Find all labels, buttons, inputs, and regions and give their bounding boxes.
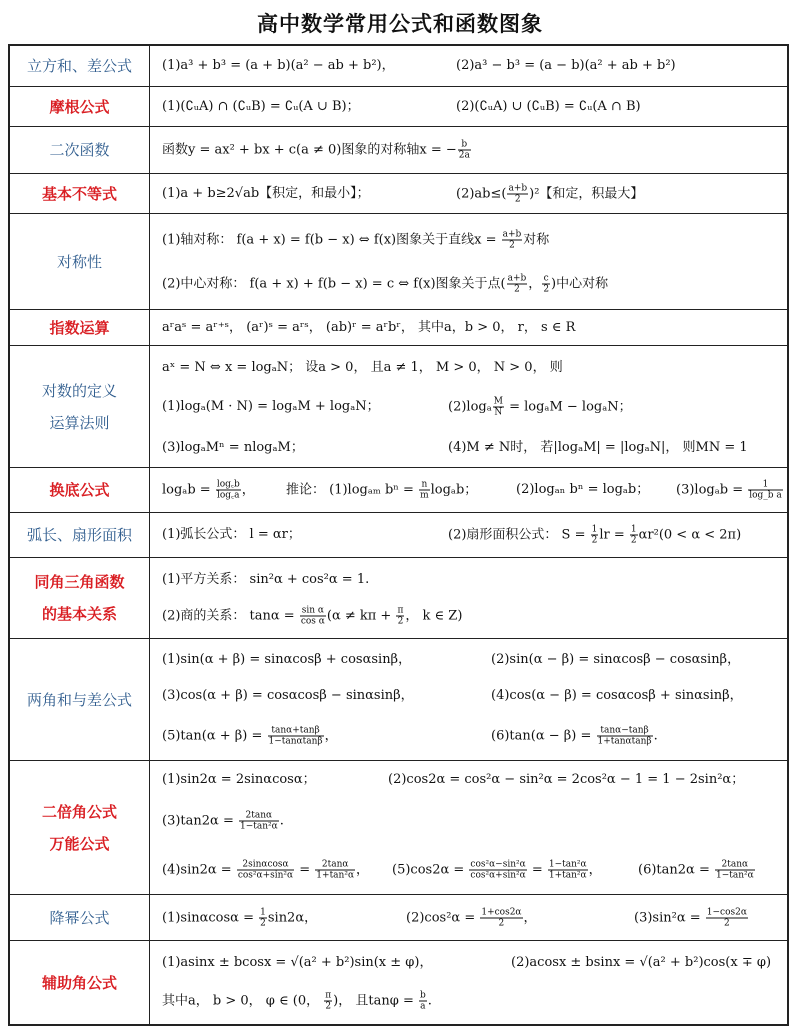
- formula-table: [8, 44, 789, 1026]
- table-row: [10, 126, 787, 173]
- row-label: 二倍角公式 万能公式: [10, 761, 150, 894]
- formula-line: (1)(∁ᵤA) ∩ (∁ᵤB) = ∁ᵤ(A ∪ B)；: [162, 98, 360, 114]
- page-title: 高中数学常用公式和函数图象: [257, 12, 543, 36]
- formula-line: (4)sin2α = $\frac{2\sin\alpha\cos\alpha}{\text{cos²α+sin²α}}$ = $\frac{2\tan\alpha}{\text{1+tan²α}}$ ，: [162, 859, 370, 881]
- formula-line: (2)sin(α − β) = sinαcosβ − cosαsinβ，: [491, 651, 741, 667]
- formula-line: (2)ab≤( $\frac{a+b}{2}$ )²【和定，积最大】: [456, 183, 644, 204]
- table-row: [10, 345, 787, 467]
- formula-line: (2)logₐ $\frac{M}{N}$ = logₐM − logₐN；: [448, 396, 632, 417]
- formula-line: (6)tan(α − β) = $\frac{\tan\alpha-\tan\beta}{1+\tan\alpha\tan\beta}$ .: [491, 725, 658, 747]
- table-row: [10, 638, 787, 760]
- formula-line: 推论： (1)logₐₘ bⁿ = $\frac{n}{m}$ logₐb；: [286, 479, 478, 501]
- table-row: [10, 309, 787, 345]
- table-row: [10, 894, 787, 940]
- formula-line: (1)sin2α = 2sinαcosα；: [162, 771, 316, 787]
- formula-line: (3)logₐMⁿ = nlogₐM；: [162, 439, 304, 455]
- table-row: [10, 760, 787, 894]
- formula-line: (3)tan2α = $\frac{2\tan\alpha}{\text{1−tan²α}}$ .: [162, 810, 284, 832]
- formula-line: (1)sinαcosα = $\frac{1}{2}$ sin2α，: [162, 907, 318, 928]
- formula-line: (1)asinx ± bcosx = √(a² + b²)sin(x ± φ)，: [162, 955, 433, 971]
- table-row: [10, 467, 787, 512]
- table-row: [10, 213, 787, 309]
- formula-line: (1)弧长公式： l = αr；: [162, 527, 301, 542]
- row-label: 基本不等式: [10, 174, 150, 213]
- formula-line: (2)logₐₙ bⁿ = logₐb；: [516, 482, 650, 497]
- row-label: 对数的定义 运算法则: [10, 346, 150, 467]
- formula-line: (4)M ≠ N时， 若|logₐM| = |logₐN|， 则MN = 1: [448, 439, 748, 455]
- formula-line: (2)acosx ± bsinx = √(a² + b²)cos(x ∓ φ): [511, 955, 772, 971]
- formula-line: (3)sin²α = $\frac{1-\cos 2\alpha}{2}$: [634, 907, 747, 928]
- table-row: [10, 512, 787, 557]
- formula-line: (2)中心对称： f(a + x) + f(b − x) = c ⇔ f(x)图象关于点( $\frac{a+b}{2}$ ， $\frac{c}{2}$ )中心对称: [162, 273, 609, 295]
- formula-line: (5)cos2α = $\frac{\text{cos²α−sin²α}}{\text{cos²α+sin²α}}$ = $\frac{\text{1−tan²α}}{\text{1+tan²α}}$ ，: [392, 859, 602, 881]
- formula-line: 函数y = ax² + bx + c(a ≠ 0)图象的对称轴x = − $\frac{b}{2a}$: [162, 139, 470, 161]
- row-label: 对称性: [10, 214, 150, 309]
- formula-line: aʳaˢ = aʳ⁺ˢ， (aʳ)ˢ = aʳˢ， (ab)ʳ = aʳbʳ， 其中a，b > 0， r， s ∈ R: [162, 319, 576, 335]
- formula-line: aˣ = N ⇔ x = logₐN； 设a > 0， 且a ≠ 1， M > 0， N > 0， 则: [162, 359, 563, 375]
- formula-line: (2)商的关系： tanα = $\frac{\text{sin α}}{\text{cos α}}$ (α ≠ kπ + $\frac{\pi}{2}$ ， k ∈ Z): [162, 605, 463, 627]
- formula-line: (2)a³ − b³ = (a − b)(a² + ab + b²): [456, 58, 676, 73]
- formula-line: (2)cos²α = $\frac{1+\cos 2\alpha}{2}$ ，: [406, 907, 537, 928]
- table-row: [10, 557, 787, 638]
- formula-line: (6)tan2α = $\frac{2\tan\alpha}{\text{1−tan²α}}$: [638, 859, 754, 881]
- table-row: [10, 86, 787, 126]
- formula-line: (2)cos2α = cos²α − sin²α = 2cos²α − 1 = 1 − 2sin²α；: [388, 771, 745, 787]
- formula-line: (1)logₐ(M · N) = logₐM + logₐN；: [162, 398, 380, 414]
- row-label: 换底公式: [10, 468, 150, 512]
- formula-line: (1)a³ + b³ = (a + b)(a² − ab + b²)，: [162, 58, 395, 73]
- row-label: 辅助角公式: [10, 941, 150, 1024]
- row-label: 立方和、差公式: [10, 46, 150, 86]
- table-row: [10, 46, 787, 86]
- formula-line: (2)扇形面积公式： S = $\frac{1}{2}$ lr = $\frac{1}{2}$ αr²(0 < α < 2π): [448, 524, 742, 546]
- row-label: 降幂公式: [10, 895, 150, 940]
- formula-line: (2)(∁ᵤA) ∪ (∁ᵤB) = ∁ᵤ(A ∩ B): [456, 98, 641, 114]
- row-label: 指数运算: [10, 310, 150, 345]
- row-label: 摩根公式: [10, 87, 150, 126]
- formula-line: (1)sin(α + β) = sinαcosβ + cosαsinβ，: [162, 651, 412, 667]
- table-row: [10, 173, 787, 213]
- formula-line: (3)cos(α + β) = cosαcosβ − sinαsinβ，: [162, 687, 414, 703]
- table-row: [10, 940, 787, 1024]
- formula-line: 其中a， b > 0， φ ∈ (0， $\frac{\pi}{2}$ )， 且tanφ = $\frac{b}{a}$ .: [162, 990, 432, 1012]
- formula-line: (4)cos(α − β) = cosαcosβ + sinαsinβ，: [491, 687, 743, 703]
- formula-line: (1)轴对称： f(a + x) = f(b − x) ⇔ f(x)图象关于直线x = $\frac{a+b}{2}$ 对称: [162, 229, 550, 251]
- formula-line: logₐb = $\frac{\log꜀b}{\log꜀a}$ ，: [162, 479, 255, 501]
- row-label: 两角和与差公式: [10, 639, 150, 760]
- row-label: 同角三角函数 的基本关系: [10, 558, 150, 638]
- row-label: 弧长、扇形面积: [10, 513, 150, 557]
- row-label: 二次函数: [10, 127, 150, 173]
- formula-line: (1)a + b≥2√ab【积定，和最小】；: [162, 185, 370, 201]
- formula-line: (5)tan(α + β) = $\frac{\tan\alpha+\tan\beta}{1-\tan\alpha\tan\beta}$ ，: [162, 725, 338, 747]
- formula-line: (3)logₐb = $\frac{1}{\text{log\_b a}}$: [676, 479, 782, 501]
- formula-line: (1)平方关系： sin²α + cos²α = 1.: [162, 571, 370, 587]
